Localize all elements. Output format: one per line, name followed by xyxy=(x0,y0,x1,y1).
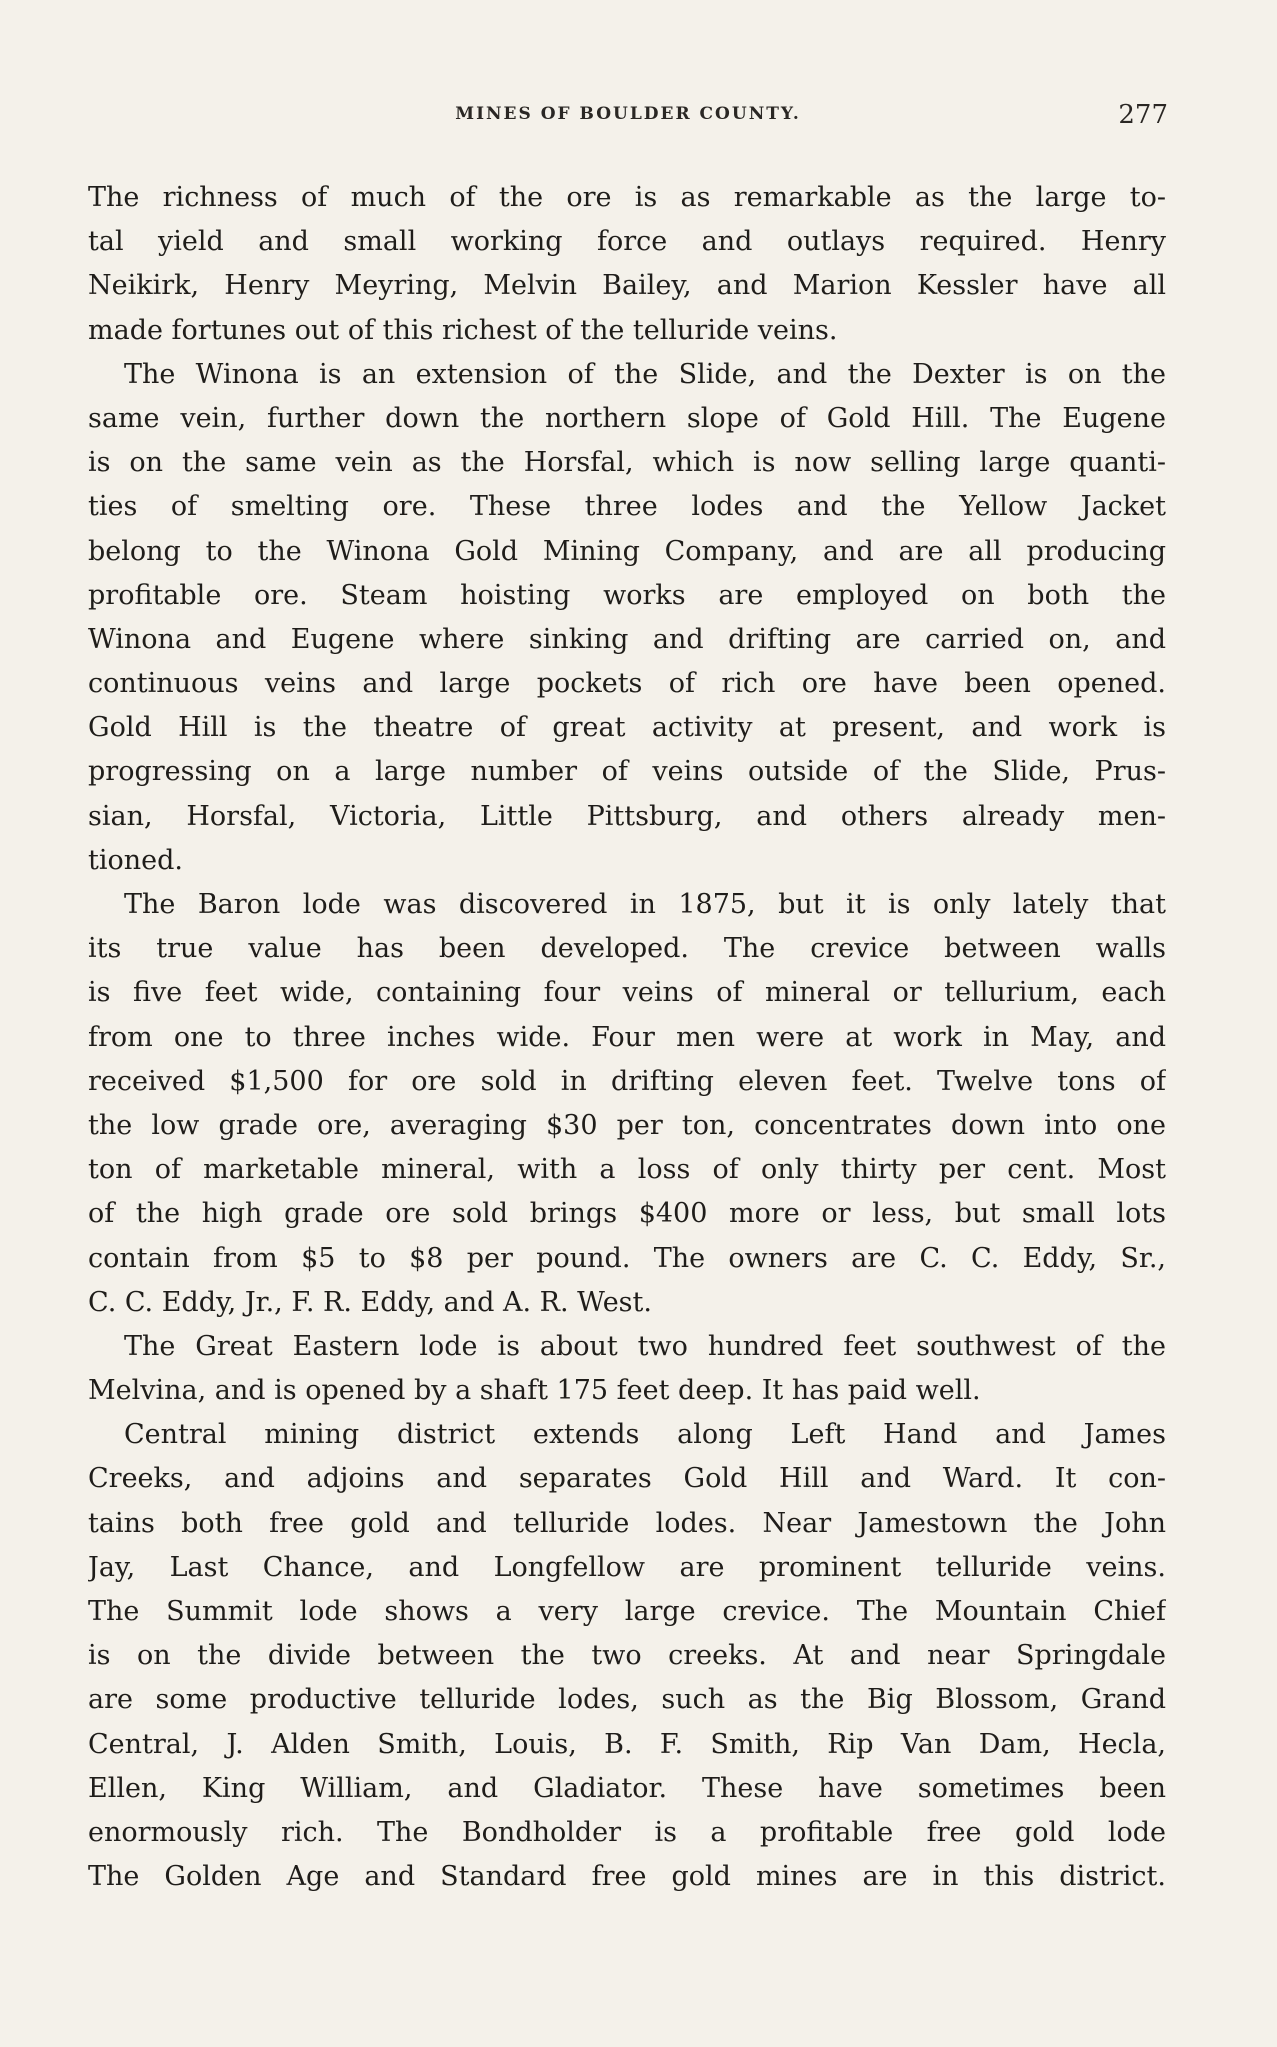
text-line: Winona and Eugene where sinking and drifting are carried on, and xyxy=(88,623,1166,655)
text-line: The richness of much of the ore is as remarkable as the large to- xyxy=(88,182,1166,213)
text-line: progressing on a large number of veins outside of the Slide, Prus- xyxy=(88,756,1166,788)
text-line: sian, Horsfal, Victoria, Little Pittsburg, and others already men- xyxy=(88,800,1166,832)
text-line: The Golden Age and Standard free gold mines are in this district. xyxy=(88,1861,1166,1893)
text-line: made fortunes out of this richest of the telluride veins. xyxy=(88,314,838,346)
text-line: The Summit lode shows a very large crevice. The Mountain Chief xyxy=(88,1596,1166,1627)
text-line: its true value has been developed. The crevice between walls xyxy=(88,933,1166,965)
text-line: is five feet wide, containing four veins of mineral or tellurium, each xyxy=(88,977,1166,1009)
text-line: The Great Eastern lode is about two hundred feet southwest of the xyxy=(124,1330,1166,1362)
text-line: Gold Hill is the theatre of great activity at present, and work is xyxy=(88,712,1166,744)
text-line: Central mining district extends along Left Hand and James xyxy=(124,1419,1166,1451)
text-line: belong to the Winona Gold Mining Company, and are all producing xyxy=(88,535,1166,567)
text-line: Jay, Last Chance, and Longfellow are prominent telluride veins. xyxy=(88,1551,1166,1583)
text-line: is on the same vein as the Horsfal, which is now selling large quanti- xyxy=(88,447,1166,479)
text-line: The Baron lode was discovered in 1875, but it is only lately that xyxy=(124,889,1166,920)
text-line: the low grade ore, averaging $30 per ton, concentrates down into one xyxy=(88,1109,1166,1141)
text-line: from one to three inches wide. Four men were at work in May, and xyxy=(88,1021,1166,1053)
text-line: tains both free gold and telluride lodes. Near Jamestown the John xyxy=(88,1507,1166,1539)
text-line: are some productive telluride lodes, such as the Big Blossom, Grand xyxy=(88,1684,1166,1716)
text-line: tioned. xyxy=(88,844,183,876)
text-line: is on the divide between the two creeks. At and near Springdale xyxy=(88,1640,1166,1672)
text-line: ties of smelting ore. These three lodes and the Yellow Jacket xyxy=(88,491,1166,523)
text-line: enormously rich. The Bondholder is a profitable free gold lode xyxy=(88,1816,1166,1848)
text-line: The Winona is an extension of the Slide, and the Dexter is on the xyxy=(124,358,1166,390)
text-line: Creeks, and adjoins and separates Gold Hill and Ward. It con- xyxy=(88,1463,1166,1495)
text-line: continuous veins and large pockets of rich ore have been opened. xyxy=(88,668,1166,700)
text-line: tal yield and small working force and outlays required. Henry xyxy=(88,226,1166,258)
text-line: of the high grade ore sold brings $400 more or less, but small lots xyxy=(88,1198,1166,1230)
text-line: contain from $5 to $8 per pound. The owners are C. C. Eddy, Sr., xyxy=(88,1242,1166,1274)
running-head xyxy=(88,100,1168,134)
text-line: ton of marketable mineral, with a loss of only thirty per cent. Most xyxy=(88,1154,1166,1186)
text-line: same vein, further down the northern slope of Gold Hill. The Eugene xyxy=(88,402,1166,434)
running-title: MINES OF BOULDER COUNTY. xyxy=(455,104,801,124)
text-line: Ellen, King William, and Gladiator. These have sometimes been xyxy=(88,1772,1166,1804)
text-line: C. C. Eddy, Jr., F. R. Eddy, and A. R. West. xyxy=(88,1286,652,1318)
text-line: Melvina, and is opened by a shaft 175 feet deep. It has paid well. xyxy=(88,1375,981,1407)
text-line: Central, J. Alden Smith, Louis, B. F. Smith, Rip Van Dam, Hecla, xyxy=(88,1728,1166,1760)
text-line: received $1,500 for ore sold in drifting eleven feet. Twelve tons of xyxy=(88,1065,1166,1097)
page-number: 277 xyxy=(1118,100,1168,130)
text-line: profitable ore. Steam hoisting works are employed on both the xyxy=(88,579,1166,611)
text-line: Neikirk, Henry Meyring, Melvin Bailey, and Marion Kessler have all xyxy=(88,270,1166,302)
body-text xyxy=(88,176,1166,1899)
